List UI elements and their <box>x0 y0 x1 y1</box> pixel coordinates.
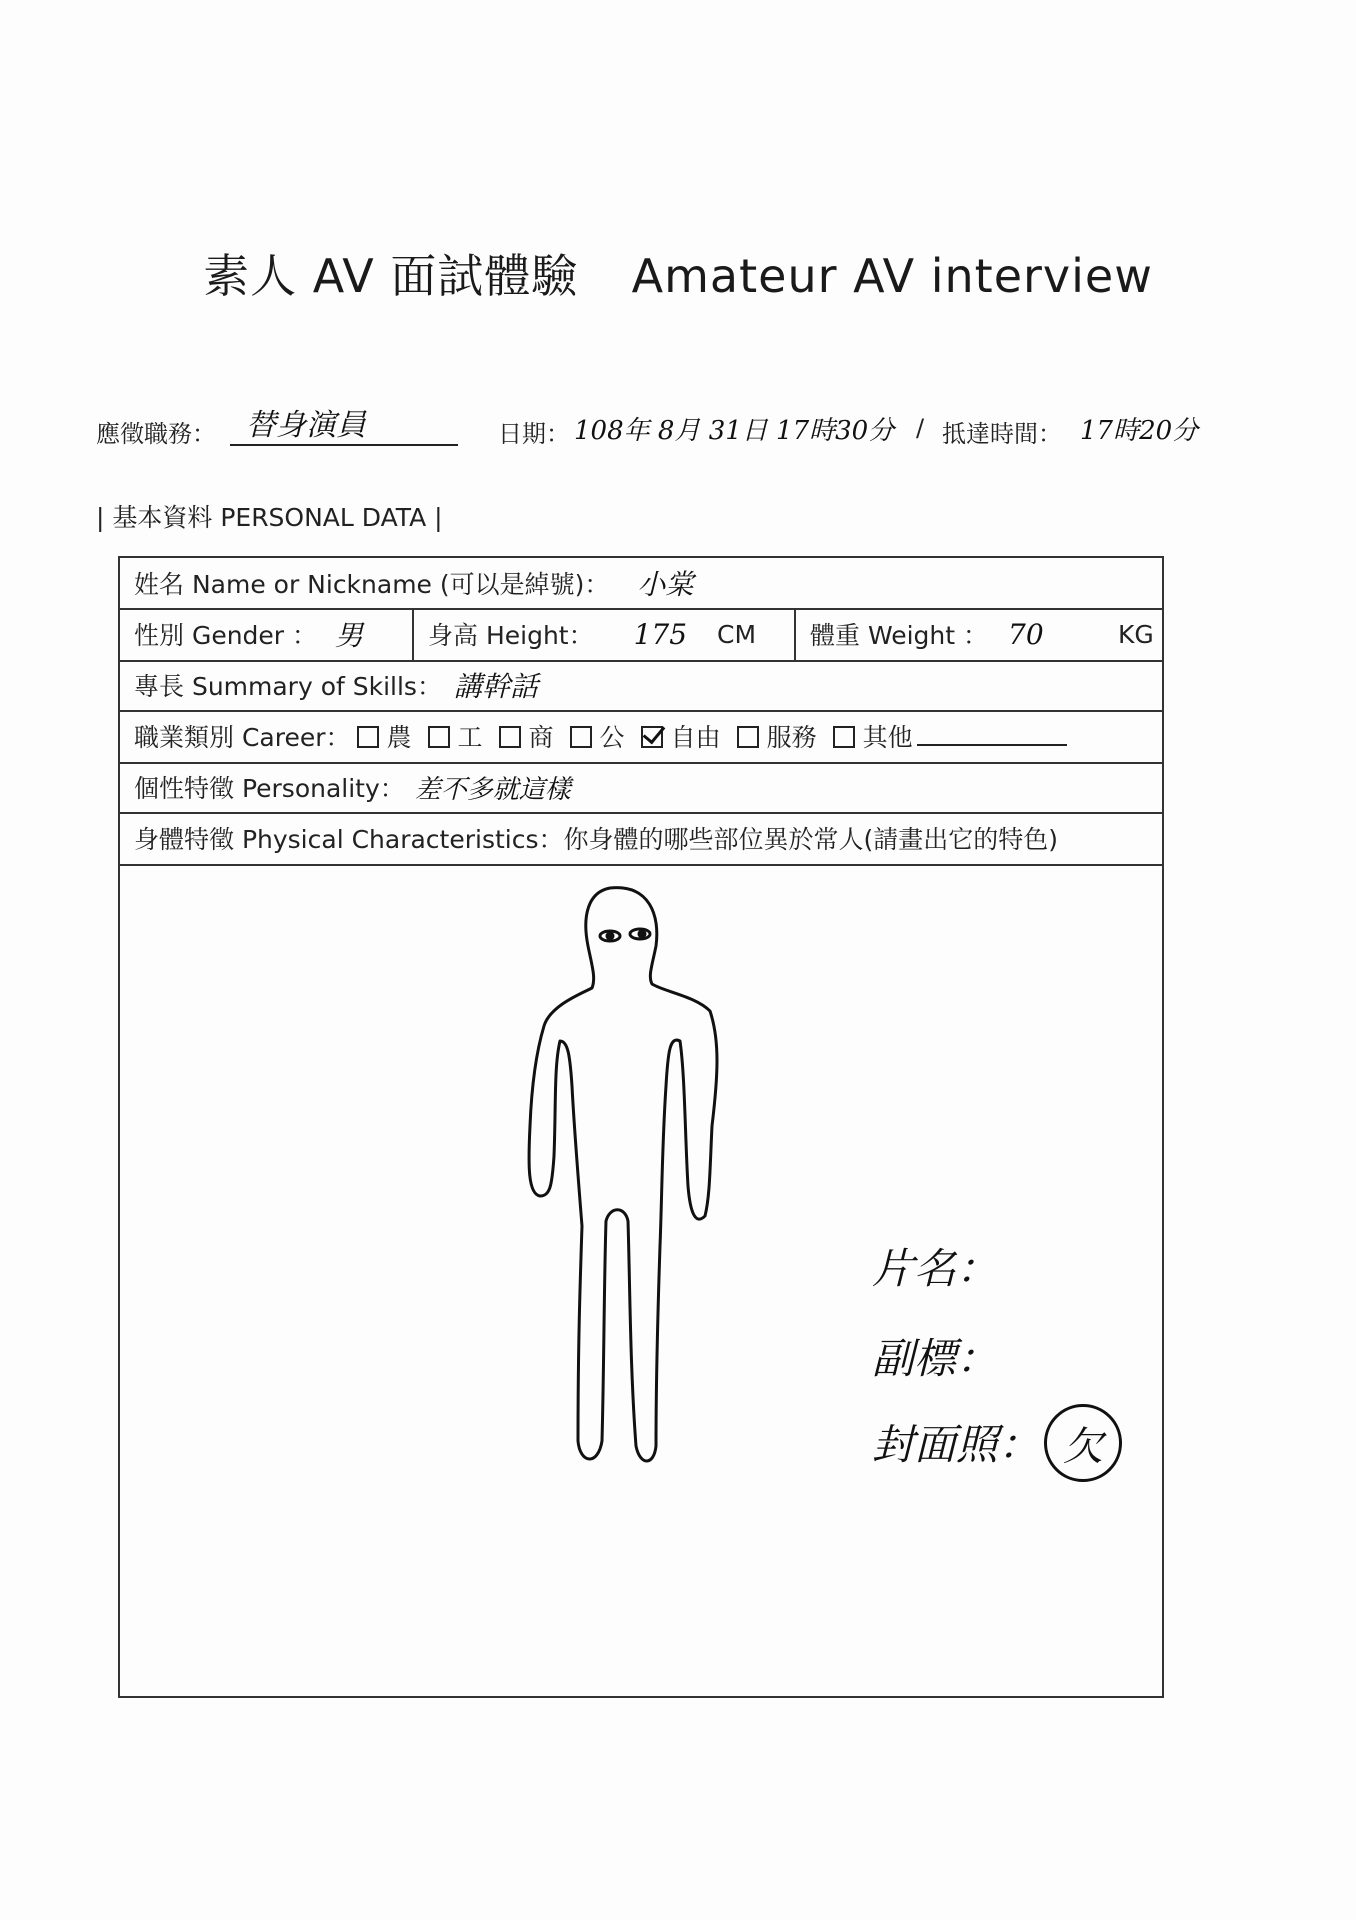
gender-label: 性別 Gender ： <box>134 621 318 650</box>
stats-divider-2 <box>794 608 796 660</box>
career-option-agriculture[interactable]: 農 <box>351 718 412 754</box>
drawing-area <box>120 866 1162 1694</box>
page-title <box>0 240 1356 306</box>
checkbox-icon[interactable] <box>737 726 759 748</box>
date-value: 108年 8月 31日 17時30分 <box>574 416 895 446</box>
checkbox-icon[interactable] <box>357 726 379 748</box>
name-value: 小棠 <box>637 568 694 601</box>
arrival-label: 抵達時間： <box>942 420 1062 448</box>
arrival-value: 17時20分 <box>1080 416 1199 446</box>
skills-row <box>120 660 1162 712</box>
career-option-industry[interactable]: 工 <box>422 718 483 754</box>
height-label: 身高 Height： <box>428 621 594 650</box>
position-value: 替身演員 <box>246 408 366 443</box>
personality-value: 差不多就這樣 <box>414 774 571 805</box>
checkbox-icon[interactable] <box>428 726 450 748</box>
checked-checkbox-icon[interactable] <box>641 726 663 748</box>
height-unit: CM <box>717 619 757 649</box>
title-english: Amateur AV interview <box>631 249 1153 303</box>
physical-row <box>120 812 1162 866</box>
body-outline-icon <box>529 888 717 1461</box>
other-blank-line[interactable] <box>917 724 1067 746</box>
name-row <box>120 558 1162 610</box>
weight-label: 體重 Weight ： <box>810 621 988 650</box>
checkbox-icon[interactable] <box>833 726 855 748</box>
section-title: | 基本資料 PERSONAL DATA | <box>96 503 443 532</box>
weight-unit: KG <box>1118 619 1154 649</box>
header-row <box>96 400 1276 460</box>
note-subtitle: 副標： <box>872 1334 999 1383</box>
name-label: 姓名 Name or Nickname (可以是綽號)： <box>134 570 610 599</box>
stats-divider-1 <box>412 608 414 660</box>
weight-value: 70 <box>1008 617 1044 651</box>
note-cover-photo: 封面照： <box>872 1420 1041 1469</box>
career-option-other[interactable]: 其他 <box>827 718 1067 754</box>
position-label: 應徵職務： <box>96 420 216 448</box>
career-row <box>120 710 1162 764</box>
note-title: 片名： <box>872 1244 999 1293</box>
body-stats-row <box>120 608 1162 662</box>
checkbox-icon[interactable] <box>570 726 592 748</box>
seal-char: 欠 <box>1063 1423 1103 1470</box>
position-underline <box>230 444 458 446</box>
checkbox-icon[interactable] <box>499 726 521 748</box>
gender-value: 男 <box>335 619 364 652</box>
physical-label: 身體特徵 Physical Characteristics：你身體的哪些部位異於常人(請畫出它的特色) <box>134 825 1059 854</box>
title-chinese: 素人 AV 面試體驗 <box>203 249 579 303</box>
date-label: 日期： <box>498 420 570 448</box>
personal-data-form <box>118 556 1164 1698</box>
skills-label: 專長 Summary of Skills： <box>134 672 442 701</box>
career-option-service[interactable]: 服務 <box>731 718 817 754</box>
body-outline-drawing <box>120 866 1162 1694</box>
career-option-commerce[interactable]: 商 <box>493 718 554 754</box>
header-separator: / <box>916 414 925 442</box>
career-label: 職業類別 Career： <box>134 723 351 752</box>
personality-row <box>120 762 1162 814</box>
height-value: 175 <box>633 617 688 651</box>
skills-value: 講幹話 <box>453 670 538 703</box>
personality-label: 個性特徵 Personality： <box>134 774 405 803</box>
career-option-public[interactable]: 公 <box>564 718 625 754</box>
career-option-freelance[interactable]: 自由 <box>635 718 721 754</box>
seal-stamp <box>1044 1404 1122 1482</box>
